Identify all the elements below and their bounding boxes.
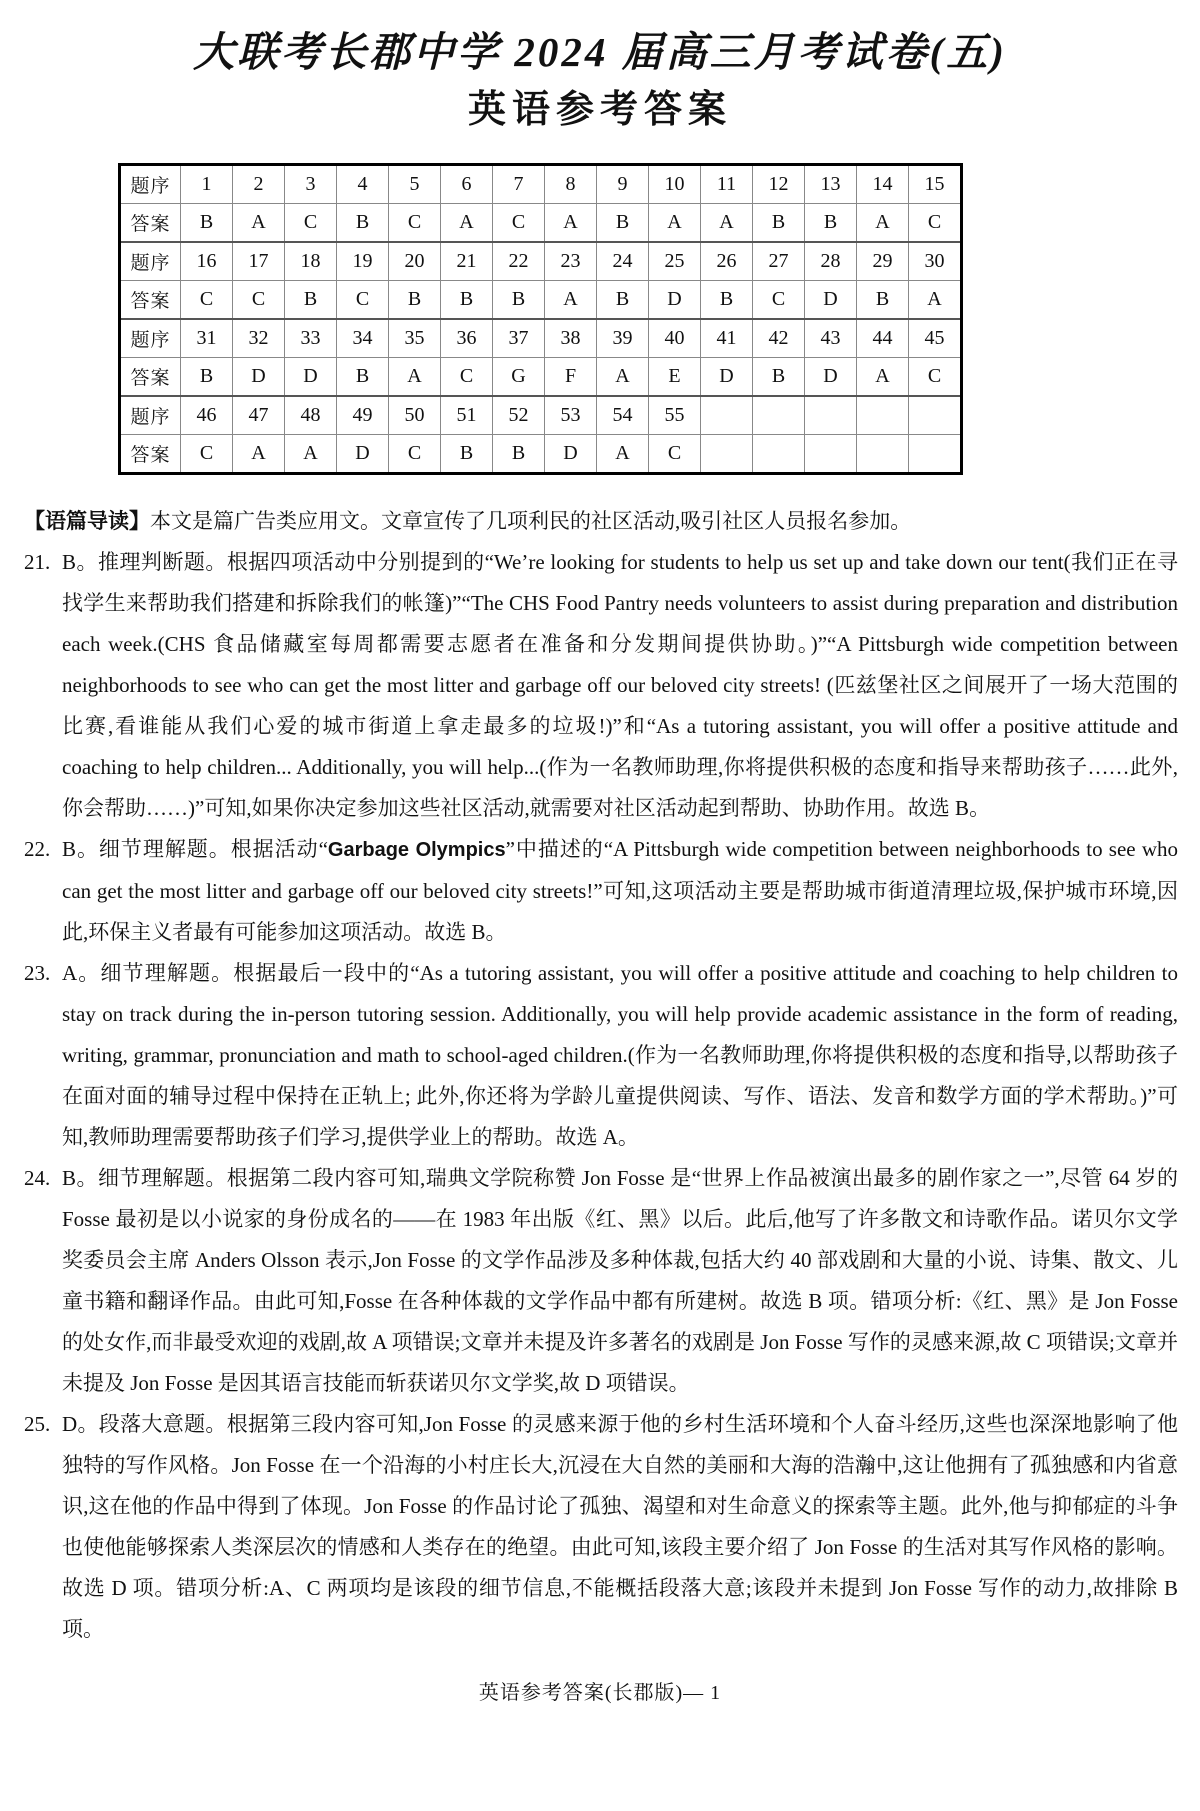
answer-cell: B	[389, 280, 441, 319]
question-number-cell: 5	[389, 164, 441, 203]
question-number-cell: 16	[181, 242, 233, 281]
answer-cell: C	[753, 280, 805, 319]
answer-cell: G	[493, 357, 545, 396]
answer-cell: A	[701, 203, 753, 242]
question-number-cell: 32	[233, 319, 285, 358]
answer-cell: C	[389, 203, 441, 242]
question-number-cell: 51	[441, 396, 493, 435]
answer-cell: C	[909, 203, 962, 242]
question-number-cell: 20	[389, 242, 441, 281]
answer-cell	[753, 434, 805, 473]
question-number-cell: 21	[441, 242, 493, 281]
question-number-cell: 4	[337, 164, 389, 203]
question-number-cell: 12	[753, 164, 805, 203]
item-number: 24.	[24, 1165, 51, 1190]
question-number-cell: 49	[337, 396, 389, 435]
question-number-cell: 22	[493, 242, 545, 281]
answer-cell: B	[493, 434, 545, 473]
question-number-cell	[701, 396, 753, 435]
answer-cell: D	[649, 280, 701, 319]
answer-cell: B	[181, 357, 233, 396]
question-number-cell: 3	[285, 164, 337, 203]
page-title: 大联考长郡中学 2024 届高三月考试卷(五)	[193, 29, 1007, 75]
question-number-cell: 23	[545, 242, 597, 281]
answer-cell: B	[181, 203, 233, 242]
answer-cell	[909, 434, 962, 473]
question-number-cell: 31	[181, 319, 233, 358]
table-row	[120, 434, 962, 473]
question-number-cell: 30	[909, 242, 962, 281]
row-label: 答案	[120, 434, 181, 473]
question-number-cell: 25	[649, 242, 701, 281]
row-label: 题序	[120, 396, 181, 435]
answer-cell: B	[441, 280, 493, 319]
answer-cell: C	[233, 280, 285, 319]
answer-cell: C	[181, 280, 233, 319]
question-number-cell: 15	[909, 164, 962, 203]
item-number: 22.	[24, 836, 51, 861]
answer-key-table	[118, 163, 963, 475]
row-label: 题序	[120, 164, 181, 203]
answer-cell: C	[337, 280, 389, 319]
answer-cell: D	[805, 357, 857, 396]
answer-cell: C	[441, 357, 493, 396]
explanation-item	[24, 953, 1178, 1158]
answer-cell: B	[753, 357, 805, 396]
table-row	[120, 357, 962, 396]
answer-cell: B	[805, 203, 857, 242]
answer-cell: B	[285, 280, 337, 319]
table-row	[120, 203, 962, 242]
question-number-cell: 52	[493, 396, 545, 435]
question-number-cell: 50	[389, 396, 441, 435]
question-number-cell: 36	[441, 319, 493, 358]
answer-cell: A	[233, 434, 285, 473]
answer-cell: A	[389, 357, 441, 396]
answer-cell: A	[597, 434, 649, 473]
item-text: A。细节理解题。根据最后一段中的“As a tutoring assistant, you will offer a positive attitude and coaching to help children to stay on track during the in-person tutoring session. Additionally, you will help provide academic assistance in the form of reading, writing, grammar, pronunciation and math to school-aged children.(作为一名教师助理,你将提供积极的态度和指导,以帮助孩子在面对面的辅导过程中保持在正轨上; 此外,你还将为学龄儿童提供阅读、写作、语法、发音和数学方面的学术帮助。)”可知,教师助理需要帮助孩子们学习,提供学业上的帮助。故选 A。	[62, 960, 1178, 1149]
answer-cell: C	[909, 357, 962, 396]
answer-cell: A	[649, 203, 701, 242]
question-number-cell: 42	[753, 319, 805, 358]
answer-cell: E	[649, 357, 701, 396]
item-number: 23.	[24, 960, 51, 985]
question-number-cell: 13	[805, 164, 857, 203]
answer-cell: C	[181, 434, 233, 473]
page-footer: 英语参考答案(长郡版)— 1	[478, 1681, 722, 1704]
question-number-cell: 55	[649, 396, 701, 435]
row-label: 题序	[120, 242, 181, 281]
explanation-item	[24, 829, 1178, 953]
answer-cell: B	[337, 357, 389, 396]
question-number-cell	[909, 396, 962, 435]
answer-cell: A	[857, 357, 909, 396]
row-label: 题序	[120, 319, 181, 358]
question-number-cell: 43	[805, 319, 857, 358]
explanation-item	[24, 542, 1178, 829]
question-number-cell: 41	[701, 319, 753, 358]
answer-cell: A	[233, 203, 285, 242]
question-number-cell: 27	[753, 242, 805, 281]
question-number-cell: 37	[493, 319, 545, 358]
question-number-cell: 33	[285, 319, 337, 358]
table-row	[120, 280, 962, 319]
answer-cell: B	[597, 280, 649, 319]
question-number-cell: 1	[181, 164, 233, 203]
question-number-cell	[805, 396, 857, 435]
item-text: B。细节理解题。根据活动“	[62, 836, 328, 861]
question-number-cell: 28	[805, 242, 857, 281]
answer-cell	[805, 434, 857, 473]
answer-cell: A	[909, 280, 962, 319]
answer-cell: B	[493, 280, 545, 319]
question-number-cell: 6	[441, 164, 493, 203]
question-number-cell: 26	[701, 242, 753, 281]
answer-cell: D	[701, 357, 753, 396]
question-number-cell: 19	[337, 242, 389, 281]
answer-cell: B	[701, 280, 753, 319]
passage-guide-label: 【语篇导读】	[24, 509, 150, 533]
answer-cell	[857, 434, 909, 473]
question-number-cell: 14	[857, 164, 909, 203]
answer-cell: B	[441, 434, 493, 473]
table-row	[120, 242, 962, 281]
question-number-cell: 46	[181, 396, 233, 435]
answer-cell: B	[337, 203, 389, 242]
answer-cell: A	[441, 203, 493, 242]
answer-cell: B	[753, 203, 805, 242]
question-number-cell: 38	[545, 319, 597, 358]
answer-cell: C	[493, 203, 545, 242]
item-text: ”中描述的“A Pittsburgh wide competition between neighborhoods to see who can get the most litter and garbage off our beloved city streets!”可知,这项活动主要是帮助城市街道清理垃圾,保护城市环境,因此,环保主义者最有可能参加这项活动。故选 B。	[62, 836, 1178, 944]
answer-cell: D	[233, 357, 285, 396]
answer-cell: C	[389, 434, 441, 473]
question-number-cell: 9	[597, 164, 649, 203]
question-number-cell: 35	[389, 319, 441, 358]
item-text: B。细节理解题。根据第二段内容可知,瑞典文学院称赞 Jon Fosse 是“世界上作品被演出最多的剧作家之一”,尽管 64 岁的 Fosse 最初是以小说家的身份成名的——在 1983 年出版《红、黑》以后。此后,他写了许多散文和诗歌作品。诺贝尔文学奖委员会主席 Anders Olsson 表示,Jon Fosse 的文学作品涉及多种体裁,包括大约 40 部戏剧和大量的小说、诗集、散文、儿童书籍和翻译作品。由此可知,Fosse 在各种体裁的文学作品中都有所建树。故选 B 项。错项分析:《红、黑》是 Jon Fosse 的处女作,而非最受欢迎的戏剧,故 A 项错误;文章并未提及许多著名的戏剧是 Jon Fosse 写作的灵感来源,故 C 项错误;文章并未提及 Jon Fosse 是因其语言技能而斩获诺贝尔文学奖,故 D 项错误。	[62, 1165, 1178, 1395]
question-number-cell: 34	[337, 319, 389, 358]
answer-cell: C	[285, 203, 337, 242]
item-number: 25.	[24, 1411, 51, 1436]
question-number-cell: 45	[909, 319, 962, 358]
question-number-cell: 2	[233, 164, 285, 203]
explanation-item	[24, 1404, 1178, 1650]
question-number-cell: 48	[285, 396, 337, 435]
question-number-cell: 18	[285, 242, 337, 281]
table-row	[120, 164, 962, 203]
answer-cell	[701, 434, 753, 473]
question-number-cell: 24	[597, 242, 649, 281]
question-number-cell: 44	[857, 319, 909, 358]
answer-cell: B	[597, 203, 649, 242]
answer-cell: D	[285, 357, 337, 396]
question-number-cell: 17	[233, 242, 285, 281]
table-row	[120, 396, 962, 435]
item-text: B。推理判断题。根据四项活动中分别提到的“We’re looking for students to help us set up and take down our tent(我们正在寻找学生来帮助我们搭建和拆除我们的帐篷)”“The CHS Food Pantry needs volunteers to assist during preparation and distribution each week.(CHS 食品储藏室每周都需要志愿者在准备和分发期间提供协助。)”“A Pittsburgh wide competition between neighborhoods to see who can get the most litter and garbage off our beloved city streets! (匹兹堡社区之间展开了一场大范围的比赛,看谁能从我们心爱的城市街道上拿走最多的垃圾!)”和“As a tutoring assistant, you will offer a positive attitude and coaching to help children... Additionally, you will help...(作为一名教师助理,你将提供积极的态度和指导来帮助孩子……此外,你会帮助……)”可知,如果你决定参加这些社区活动,就需要对社区活动起到帮助、协助作用。故选 B。	[62, 549, 1178, 820]
question-number-cell: 53	[545, 396, 597, 435]
row-label: 答案	[120, 280, 181, 319]
answer-cell: B	[857, 280, 909, 319]
question-number-cell: 40	[649, 319, 701, 358]
item-number: 21.	[24, 549, 51, 574]
question-number-cell: 29	[857, 242, 909, 281]
row-label: 答案	[120, 203, 181, 242]
question-number-cell: 54	[597, 396, 649, 435]
question-number-cell: 8	[545, 164, 597, 203]
answer-cell: A	[545, 203, 597, 242]
answer-cell: D	[805, 280, 857, 319]
answer-cell: A	[285, 434, 337, 473]
question-number-cell: 10	[649, 164, 701, 203]
question-number-cell: 7	[493, 164, 545, 203]
question-number-cell: 11	[701, 164, 753, 203]
item-text: D。段落大意题。根据第三段内容可知,Jon Fosse 的灵感来源于他的乡村生活环境和个人奋斗经历,这些也深深地影响了他独特的写作风格。Jon Fosse 在一个沿海的小村庄长大,沉浸在大自然的美丽和大海的浩瀚中,这让他拥有了孤独感和内省意识,这在他的作品中得到了体现。Jon Fosse 的作品讨论了孤独、渴望和对生命意义的探索等主题。此外,他与抑郁症的斗争也使他能够探索人类深层次的情感和人类存在的绝望。由此可知,该段主要介绍了 Jon Fosse 的生活对其写作风格的影响。故选 D 项。错项分析:A、C 两项均是该段的细节信息,不能概括段落大意;该段并未提到 Jon Fosse 写作的动力,故排除 B 项。	[62, 1411, 1178, 1641]
question-number-cell	[753, 396, 805, 435]
answer-cell: A	[857, 203, 909, 242]
explanation-list	[24, 542, 1178, 1650]
page-subtitle: 英语参考答案	[467, 89, 732, 132]
table-row	[120, 319, 962, 358]
passage-guide	[24, 501, 1178, 542]
answer-cell: D	[337, 434, 389, 473]
question-number-cell	[857, 396, 909, 435]
item-text-bold: Garbage Olympics	[327, 838, 506, 861]
answer-cell: A	[545, 280, 597, 319]
answer-cell: F	[545, 357, 597, 396]
question-number-cell: 39	[597, 319, 649, 358]
answer-cell: D	[545, 434, 597, 473]
answer-cell: C	[649, 434, 701, 473]
explanation-item	[24, 1158, 1178, 1404]
row-label: 答案	[120, 357, 181, 396]
answer-cell: A	[597, 357, 649, 396]
question-number-cell: 47	[233, 396, 285, 435]
passage-guide-text: 本文是篇广告类应用文。文章宣传了几项利民的社区活动,吸引社区人员报名参加。	[150, 508, 912, 533]
